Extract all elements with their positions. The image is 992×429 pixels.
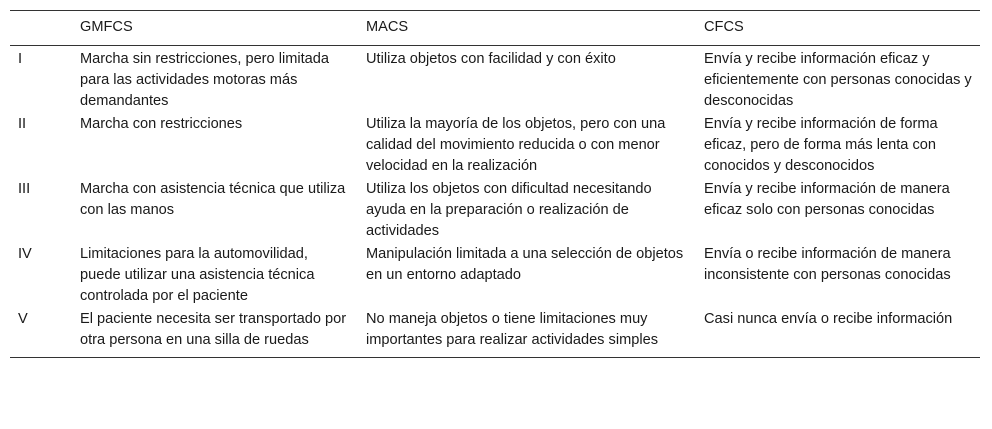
header-row — [10, 11, 980, 46]
gmfcs-cell: Limitaciones para la automovilidad, puede utilizar una asistencia técnica controlada por el paciente — [80, 246, 315, 304]
level-cell: III — [18, 181, 31, 197]
table-row — [10, 308, 980, 358]
level-cell: II — [18, 116, 27, 132]
table-header — [10, 11, 980, 46]
table-row — [10, 113, 980, 178]
classification-table-container — [10, 10, 980, 358]
level-cell: I — [18, 51, 23, 67]
table-body — [10, 46, 980, 358]
header-cell-level — [10, 11, 72, 46]
cfcs-cell: Envía y recibe información de forma eficaz, pero de forma más lenta con conocidos y desconocidos — [704, 116, 938, 174]
classification-table — [10, 10, 980, 358]
macs-cell: Utiliza los objetos con dificultad necesitando ayuda en la preparación o realización de actividades — [366, 181, 652, 239]
table-row — [10, 46, 980, 114]
cfcs-cell: Envía y recibe información de manera eficaz solo con personas conocidas — [704, 181, 950, 218]
header-cell-macs: MACS — [366, 19, 409, 35]
cfcs-cell: Casi nunca envía o recibe información — [704, 311, 953, 327]
gmfcs-cell: Marcha con restricciones — [80, 116, 243, 132]
cfcs-cell: Envía o recibe información de manera inconsistente con personas conocidas — [704, 246, 951, 283]
macs-cell: Manipulación limitada a una selección de objetos en un entorno adaptado — [366, 246, 684, 283]
macs-cell: Utiliza la mayoría de los objetos, pero con una calidad del movimiento reducida o con menor velocidad en la realización — [366, 116, 666, 174]
level-cell: V — [18, 311, 28, 327]
table-row — [10, 243, 980, 308]
gmfcs-cell: Marcha con asistencia técnica que utiliza con las manos — [80, 181, 346, 218]
header-cell-gmfcs: GMFCS — [80, 19, 133, 35]
level-cell: IV — [18, 246, 32, 262]
table-row — [10, 178, 980, 243]
header-cell-cfcs: CFCS — [704, 19, 744, 35]
gmfcs-cell: El paciente necesita ser transportado por otra persona en una silla de ruedas — [80, 311, 347, 348]
macs-cell: No maneja objetos o tiene limitaciones muy importantes para realizar actividades simples — [366, 311, 659, 348]
macs-cell: Utiliza objetos con facilidad y con éxito — [366, 51, 616, 67]
gmfcs-cell: Marcha sin restricciones, pero limitada para las actividades motoras más demandantes — [80, 51, 329, 109]
cfcs-cell: Envía y recibe información eficaz y eficientemente con personas conocidas y desconocidas — [704, 51, 972, 109]
